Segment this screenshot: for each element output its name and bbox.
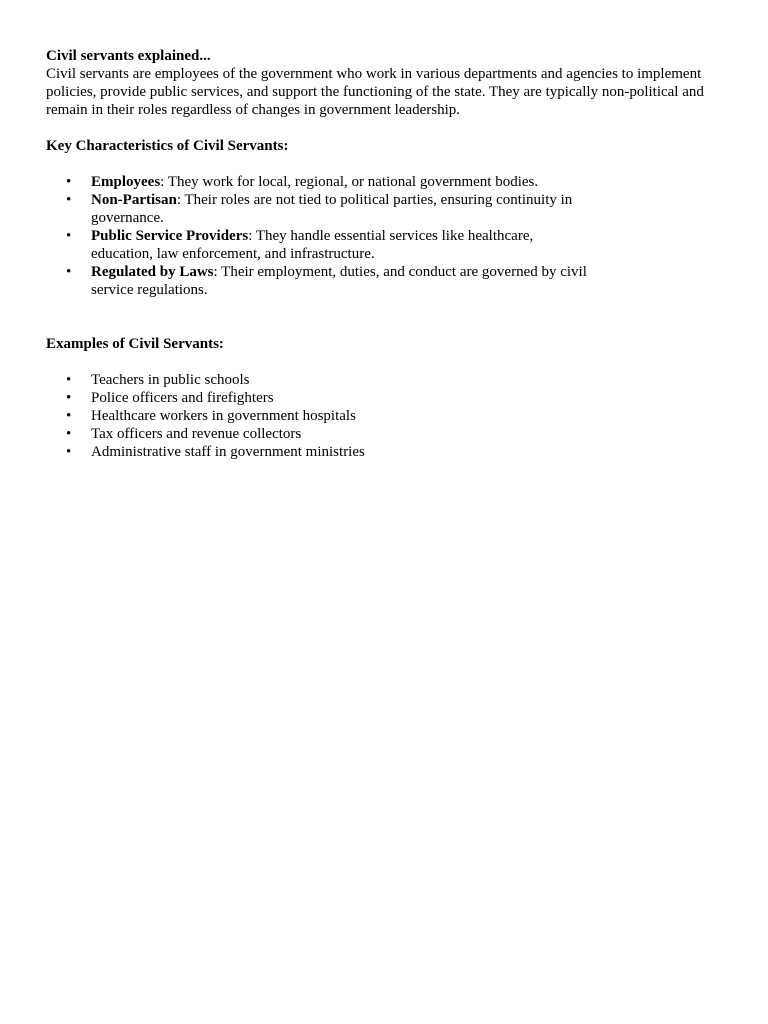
characteristic-term: Regulated by Laws [91, 264, 214, 280]
document-title: Civil servants explained... [46, 48, 211, 64]
bullet-icon: • [66, 174, 72, 190]
list-item [46, 443, 726, 461]
example-text: Police officers and firefighters [91, 390, 274, 406]
example-text: Teachers in public schools [91, 372, 250, 388]
list-item [46, 389, 726, 407]
example-text: Tax officers and revenue collectors [91, 426, 302, 442]
list-item [46, 371, 726, 389]
list-item-body [91, 263, 591, 299]
bullet-icon: • [66, 426, 72, 442]
characteristic-term: Non-Partisan [91, 192, 177, 208]
bullet-icon: • [66, 192, 72, 208]
bullet-icon: • [66, 372, 72, 388]
intro-paragraph: Civil servants are employees of the government who work in various departments and agencies to implement policies, provide public services, and support the functioning of the state. They are typically non-political and remain in their roles regardless of changes in government leadership. [46, 66, 704, 118]
list-item [46, 227, 726, 263]
bullet-icon: • [66, 228, 72, 244]
list-item [46, 191, 726, 227]
list-item [46, 263, 726, 299]
examples-heading: Examples of Civil Servants: [46, 336, 224, 352]
document-page [46, 47, 726, 461]
bullet-icon: • [66, 390, 72, 406]
list-item-body [91, 227, 591, 263]
key-characteristics-list [46, 173, 726, 299]
list-item-body [91, 173, 591, 191]
bullet-icon: • [66, 264, 72, 280]
characteristic-description: : Their roles are not tied to political parties, ensuring continuity in governance. [91, 192, 573, 226]
bullet-icon: • [66, 408, 72, 424]
characteristic-term: Employees [91, 174, 161, 190]
example-text: Healthcare workers in government hospitals [91, 408, 356, 424]
list-item [46, 173, 726, 191]
examples-list [46, 371, 726, 461]
list-item [46, 425, 726, 443]
bullet-icon: • [66, 444, 72, 460]
key-characteristics-heading: Key Characteristics of Civil Servants: [46, 138, 289, 154]
example-text: Administrative staff in government ministries [91, 444, 365, 460]
list-item [46, 407, 726, 425]
characteristic-description: : Their employment, duties, and conduct are governed by civil service regulations. [91, 264, 587, 298]
list-item-body [91, 191, 591, 227]
characteristic-description: : They handle essential services like healthcare, education, law enforcement, and infrastructure. [91, 228, 534, 262]
characteristic-term: Public Service Providers [91, 228, 249, 244]
characteristic-description: : They work for local, regional, or national government bodies. [160, 174, 539, 190]
